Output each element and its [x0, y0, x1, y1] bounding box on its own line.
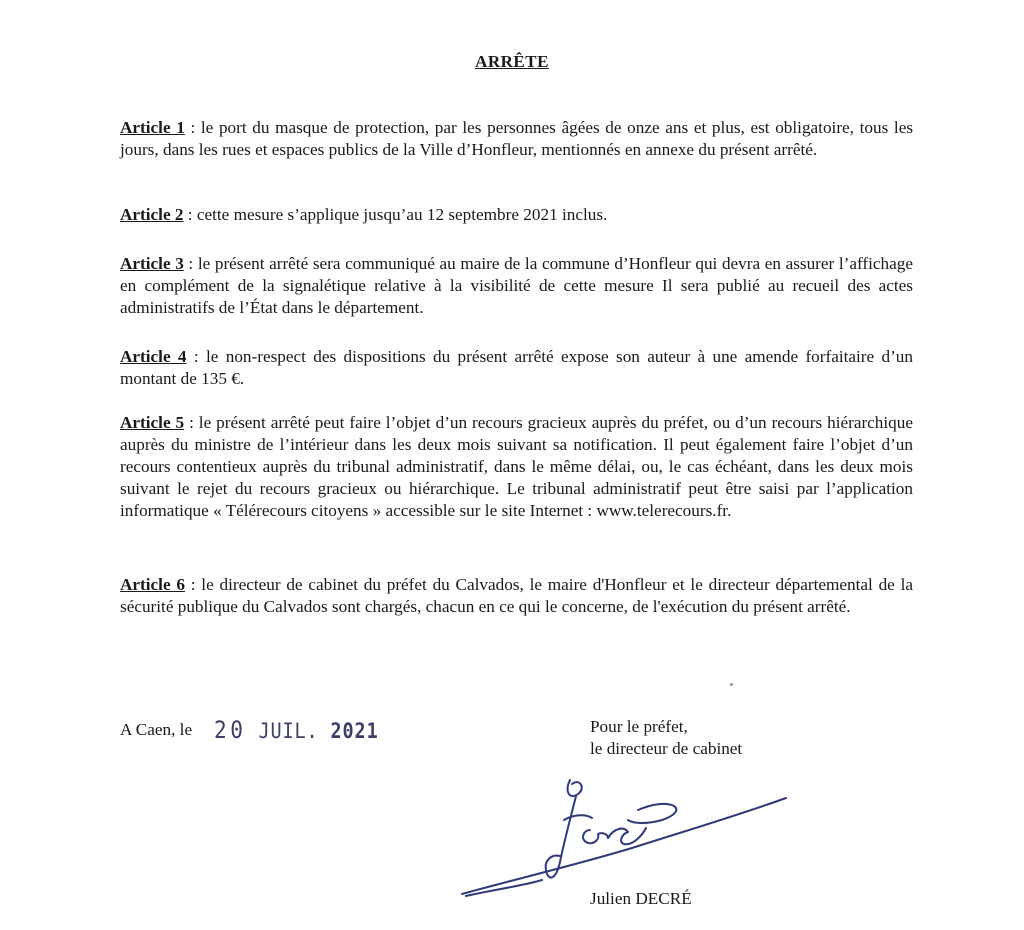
- signer-name: Julien DECRÉ: [590, 889, 692, 908]
- article-1-label: Article 1: [120, 118, 185, 137]
- article-6-label: Article 6: [120, 575, 185, 594]
- document-title: ARRÊTE: [475, 52, 549, 71]
- article-4: [120, 346, 913, 390]
- signature-line-1: Pour le préfet,: [590, 717, 688, 736]
- signature-line-2: le directeur de cabinet: [590, 739, 743, 758]
- date-stamp-day: 20: [214, 716, 247, 744]
- scan-speck: [730, 683, 733, 686]
- date-stamp-year: 2021: [330, 719, 379, 743]
- article-5-label: Article 5: [120, 413, 185, 432]
- article-3-text: : le présent arrêté sera communiqué au maire de la commune d’Honfleur qui devra en assurer l’affichage en complément de la signalétique relative à la visibilité de cette mesure Il sera publié au recueil des actes administratifs de l’État dans le département.: [120, 254, 913, 317]
- signature-block: [590, 716, 742, 760]
- article-6: [120, 574, 913, 618]
- article-3: [120, 253, 913, 319]
- article-5: [120, 412, 913, 522]
- date-stamp-month: JUIL.: [258, 719, 319, 743]
- place-text: A Caen, le: [120, 720, 193, 739]
- article-5-text: : le présent arrêté peut faire l’objet d’un recours gracieux auprès du préfet, ou d’un recours hiérarchique auprès du ministre de l’intérieur dans les deux mois suivant sa notification. Il peut également faire l’objet d’un recours contentieux auprès du tribunal administratif, dans le même délai, ou, le cas échéant, dans les deux mois suivant le rejet du recours gracieux ou hiérarchique. Le tribunal administratif peut être saisi par l’application informatique « Télérecours citoyens » accessible sur le site Internet : www.telerecours.fr.: [120, 413, 913, 520]
- article-2-label: Article 2: [120, 205, 184, 224]
- article-2: [120, 204, 913, 226]
- date-stamp: [214, 716, 379, 744]
- article-1-text: : le port du masque de protection, par les personnes âgées de onze ans et plus, est obligatoire, tous les jours, dans les rues et espaces publics de la Ville d’Honfleur, mentionnés en annexe du présent arrêté.: [120, 118, 914, 159]
- article-4-text: : le non-respect des dispositions du présent arrêté expose son auteur à une amende forfaitaire d’un montant de 135 €.: [120, 347, 913, 388]
- article-2-text: : cette mesure s’applique jusqu’au 12 septembre 2021 inclus.: [183, 205, 608, 224]
- article-3-label: Article 3: [120, 254, 184, 273]
- article-1: [120, 117, 913, 161]
- article-6-text: : le directeur de cabinet du préfet du Calvados, le maire d'Honfleur et le directeur départemental de la sécurité publique du Calvados sont chargés, chacun en ce qui le concerne, de l'exécution du présent arrêté.: [120, 575, 913, 616]
- article-4-label: Article 4: [120, 347, 187, 366]
